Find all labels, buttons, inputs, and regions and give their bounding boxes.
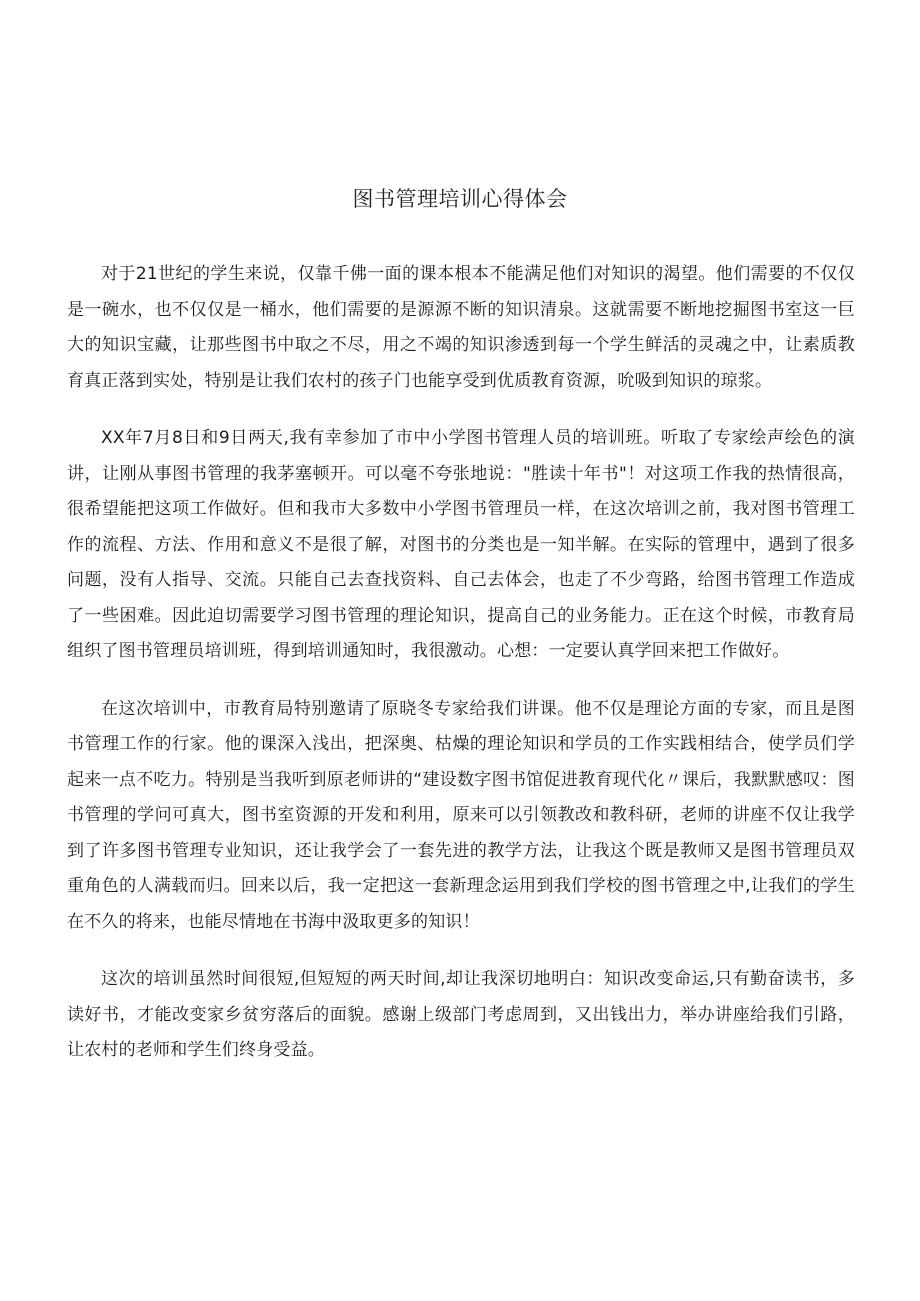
document-body [67, 257, 855, 1091]
paragraph-4: 这次的培训虽然时间很短,但短短的两天时间,却让我深切地明白：知识改变命运,只有勤奋读书，多读好书，才能改变家乡贫穷落后的面貌。感谢上级部门考虑周到，又出钱出力，举办讲座给我们引路，让农村的老师和学生们终身受益。 [67, 969, 855, 1060]
paragraph-1: 对于21世纪的学生来说，仅靠千佛一面的课本根本不能满足他们对知识的渴望。他们需要的不仅仅是一碗水，也不仅仅是一桶水，他们需要的是源源不断的知识清泉。这就需要不断地挖掘图书室这一巨大的知识宝藏，让那些图书中取之不尽，用之不竭的知识渗透到每一个学生鲜活的灵魂之中，让素质教育真正落到实处，特别是让我们农村的孩子门也能享受到优质教育资源，吮吸到知识的琼浆。 [67, 264, 855, 391]
paragraph-3: 在这次培训中，市教育局特别邀请了原晓冬专家给我们讲课。他不仅是理论方面的专家，而且是图书管理工作的行家。他的课深入浅出，把深奥、枯燥的理论知识和学员的工作实践相结合，使学员们学起来一点不吃力。特别是当我听到原老师讲的“建设数字图书馆促进教育现代化〃课后，我默默感叹：图书管理的学问可真大，图书室资源的开发和利用，原来可以引领教改和教科研，老师的讲座不仅让我学到了许多图书管理专业知识，还让我学会了一套先进的教学方法，让我这个既是教师又是图书管理员双重角色的人满载而归。回来以后，我一定把这一套新理念运用到我们学校的图书管理之中,让我们的学生在不久的将来，也能尽情地在书海中汲取更多的知识！ [67, 698, 855, 932]
paragraph-2: XX年7月8日和9日两天,我有幸参加了市中小学图书管理人员的培训班。听取了专家绘声绘色的演讲，让刚从事图书管理的我茅塞顿开。可以毫不夸张地说："胜读十年书"！对这项工作我的热情很高，很希望能把这项工作做好。但和我市大多数中小学图书管理员一样，在这次培训之前，我对图书管理工作的流程、方法、作用和意义不是很了解，对图书的分类也是一知半解。在实际的管理中，遇到了很多问题，没有人指导、交流。只能自己去查找资料、自己去体会，也走了不少弯路，给图书管理工作造成了一些困难。因此迫切需要学习图书管理的理论知识，提高自己的业务能力。正在这个时候，市教育局组织了图书管理员培训班，得到培训通知时，我很激动。心想：一定要认真学回来把工作做好。 [67, 428, 855, 661]
document-title: 图书管理培训心得体会 [352, 187, 568, 211]
